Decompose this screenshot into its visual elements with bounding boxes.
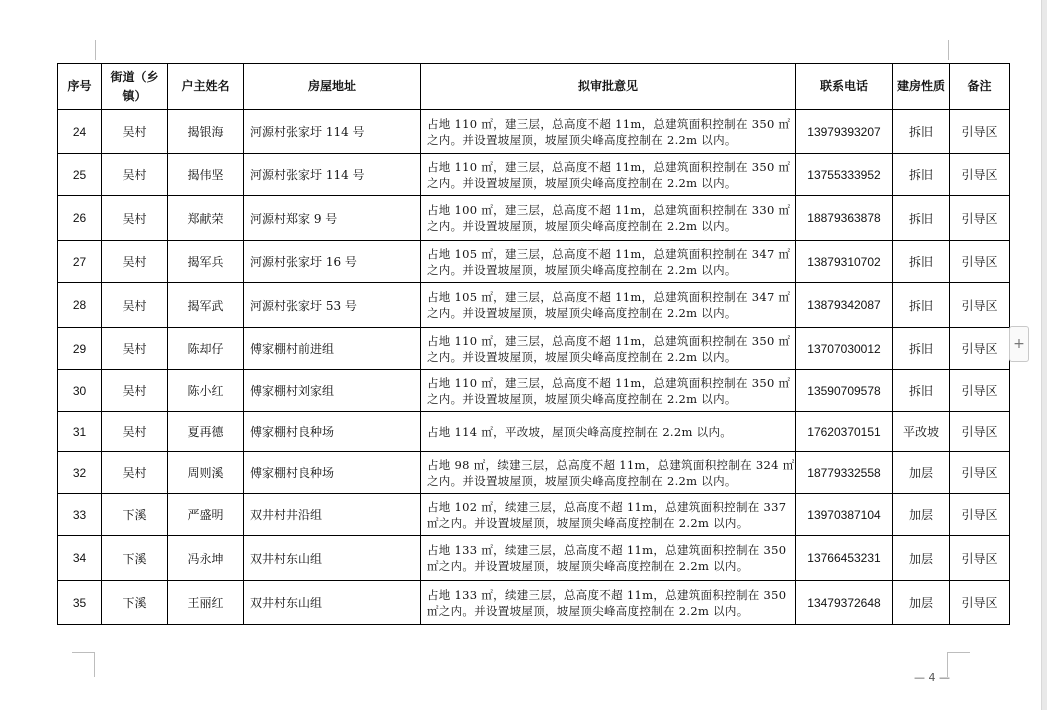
cell-phone: 13755333952 <box>796 154 893 196</box>
cell-street: 吴村 <box>102 370 168 412</box>
cell-type: 加层 <box>893 536 950 581</box>
table-row <box>58 110 1010 154</box>
table-row <box>58 283 1010 328</box>
cell-phone: 18779332558 <box>796 452 893 494</box>
cell-note: 引导区 <box>950 536 1010 581</box>
cell-note: 引导区 <box>950 412 1010 452</box>
cell-owner: 郑献荣 <box>168 196 244 241</box>
cell-opinion: 占地 102 ㎡，续建三层，总高度不超 11m，总建筑面积控制在 337 ㎡之内。并设置坡屋顶，坡屋顶尖峰高度控制在 2.2m 以内。 <box>421 494 796 536</box>
cell-no: 28 <box>58 283 102 328</box>
table-row <box>58 412 1010 452</box>
cell-type: 拆旧 <box>893 110 950 154</box>
cell-note: 引导区 <box>950 452 1010 494</box>
cell-type: 加层 <box>893 581 950 625</box>
table-row <box>58 196 1010 241</box>
header-col-opinion: 拟审批意见 <box>421 64 796 110</box>
cell-owner: 陈却仔 <box>168 328 244 370</box>
cell-address: 河源村郑家 9 号 <box>244 196 421 241</box>
cell-note: 引导区 <box>950 241 1010 283</box>
cell-no: 34 <box>58 536 102 581</box>
cell-phone: 17620370151 <box>796 412 893 452</box>
cell-opinion: 占地 110 ㎡，建三层，总高度不超 11m，总建筑面积控制在 350 ㎡之内。并设置坡屋顶，坡屋顶尖峰高度控制在 2.2m 以内。 <box>421 328 796 370</box>
cell-address: 河源村张家圩 114 号 <box>244 154 421 196</box>
cell-street: 吴村 <box>102 110 168 154</box>
cell-street: 吴村 <box>102 328 168 370</box>
cell-note: 引导区 <box>950 581 1010 625</box>
margin-corner-top-left <box>95 40 96 60</box>
cell-type: 拆旧 <box>893 328 950 370</box>
cell-no: 31 <box>58 412 102 452</box>
approval-table <box>57 63 1010 625</box>
cell-note: 引导区 <box>950 154 1010 196</box>
cell-address: 双井村东山组 <box>244 581 421 625</box>
cell-owner: 陈小红 <box>168 370 244 412</box>
cell-street: 下溪 <box>102 536 168 581</box>
table-row <box>58 581 1010 625</box>
cell-street: 下溪 <box>102 581 168 625</box>
cell-owner: 冯永坤 <box>168 536 244 581</box>
cell-phone: 18879363878 <box>796 196 893 241</box>
cell-type: 平改坡 <box>893 412 950 452</box>
cell-type: 拆旧 <box>893 370 950 412</box>
cell-owner: 揭伟坚 <box>168 154 244 196</box>
cell-note: 引导区 <box>950 110 1010 154</box>
cell-opinion: 占地 133 ㎡，续建三层，总高度不超 11m，总建筑面积控制在 350 ㎡之内。并设置坡屋顶，坡屋顶尖峰高度控制在 2.2m 以内。 <box>421 581 796 625</box>
cell-address: 河源村张家圩 53 号 <box>244 283 421 328</box>
cell-opinion: 占地 100 ㎡，建三层，总高度不超 11m，总建筑面积控制在 330 ㎡之内。并设置坡屋顶，坡屋顶尖峰高度控制在 2.2m 以内。 <box>421 196 796 241</box>
cell-street: 吴村 <box>102 412 168 452</box>
header-col-type: 建房性质 <box>893 64 950 110</box>
cell-opinion: 占地 110 ㎡，建三层，总高度不超 11m，总建筑面积控制在 350 ㎡之内。并设置坡屋顶，坡屋顶尖峰高度控制在 2.2m 以内。 <box>421 370 796 412</box>
cell-owner: 揭军武 <box>168 283 244 328</box>
cell-phone: 13879310702 <box>796 241 893 283</box>
cell-opinion: 占地 105 ㎡，建三层，总高度不超 11m，总建筑面积控制在 347 ㎡之内。并设置坡屋顶，坡屋顶尖峰高度控制在 2.2m 以内。 <box>421 241 796 283</box>
cell-no: 27 <box>58 241 102 283</box>
header-col-note: 备注 <box>950 64 1010 110</box>
header-col-street: 街道（乡镇） <box>102 64 168 110</box>
cell-phone: 13766453231 <box>796 536 893 581</box>
table-header-row <box>58 64 1010 110</box>
header-col-no: 序号 <box>58 64 102 110</box>
expand-button[interactable]: + <box>1009 326 1029 362</box>
cell-type: 拆旧 <box>893 196 950 241</box>
cell-type: 拆旧 <box>893 154 950 196</box>
scroll-edge <box>1041 0 1047 710</box>
header-col-address: 房屋地址 <box>244 64 421 110</box>
cell-street: 吴村 <box>102 196 168 241</box>
cell-opinion: 占地 133 ㎡，续建三层，总高度不超 11m，总建筑面积控制在 350 ㎡之内。并设置坡屋顶，坡屋顶尖峰高度控制在 2.2m 以内。 <box>421 536 796 581</box>
page-number: — 4 — <box>914 671 950 684</box>
table-row <box>58 328 1010 370</box>
cell-address: 双井村井沿组 <box>244 494 421 536</box>
cell-owner: 王丽红 <box>168 581 244 625</box>
cell-address: 傅家棚村前进组 <box>244 328 421 370</box>
cell-address: 河源村张家圩 16 号 <box>244 241 421 283</box>
cell-street: 吴村 <box>102 452 168 494</box>
cell-no: 26 <box>58 196 102 241</box>
cell-street: 吴村 <box>102 283 168 328</box>
cell-note: 引导区 <box>950 328 1010 370</box>
cell-opinion: 占地 110 ㎡，建三层，总高度不超 11m，总建筑面积控制在 350 ㎡之内。并设置坡屋顶，坡屋顶尖峰高度控制在 2.2m 以内。 <box>421 154 796 196</box>
cell-type: 拆旧 <box>893 241 950 283</box>
cell-street: 吴村 <box>102 154 168 196</box>
cell-type: 加层 <box>893 494 950 536</box>
cell-phone: 13707030012 <box>796 328 893 370</box>
cell-address: 傅家棚村刘家组 <box>244 370 421 412</box>
cell-address: 双井村东山组 <box>244 536 421 581</box>
header-col-owner: 户主姓名 <box>168 64 244 110</box>
cell-phone: 13970387104 <box>796 494 893 536</box>
cell-opinion: 占地 110 ㎡，建三层，总高度不超 11m，总建筑面积控制在 350 ㎡之内。并设置坡屋顶，坡屋顶尖峰高度控制在 2.2m 以内。 <box>421 110 796 154</box>
table-row <box>58 536 1010 581</box>
cell-street: 吴村 <box>102 241 168 283</box>
table-row <box>58 370 1010 412</box>
cell-owner: 严盛明 <box>168 494 244 536</box>
cell-no: 32 <box>58 452 102 494</box>
margin-corner-top-right <box>948 40 949 60</box>
cell-phone: 13479372648 <box>796 581 893 625</box>
table-row <box>58 241 1010 283</box>
cell-phone: 13979393207 <box>796 110 893 154</box>
cell-note: 引导区 <box>950 283 1010 328</box>
cell-no: 25 <box>58 154 102 196</box>
margin-corner-bottom-left <box>72 652 95 677</box>
cell-opinion: 占地 105 ㎡，建三层，总高度不超 11m，总建筑面积控制在 347 ㎡之内。并设置坡屋顶，坡屋顶尖峰高度控制在 2.2m 以内。 <box>421 283 796 328</box>
cell-no: 35 <box>58 581 102 625</box>
cell-owner: 揭军兵 <box>168 241 244 283</box>
cell-note: 引导区 <box>950 196 1010 241</box>
cell-note: 引导区 <box>950 494 1010 536</box>
cell-no: 29 <box>58 328 102 370</box>
cell-street: 下溪 <box>102 494 168 536</box>
cell-address: 傅家棚村良种场 <box>244 412 421 452</box>
cell-no: 33 <box>58 494 102 536</box>
table-row <box>58 494 1010 536</box>
cell-note: 引导区 <box>950 370 1010 412</box>
cell-opinion: 占地 114 ㎡，平改坡，屋顶尖峰高度控制在 2.2m 以内。 <box>421 412 796 452</box>
cell-no: 30 <box>58 370 102 412</box>
header-col-phone: 联系电话 <box>796 64 893 110</box>
cell-owner: 周则溪 <box>168 452 244 494</box>
cell-phone: 13590709578 <box>796 370 893 412</box>
cell-no: 24 <box>58 110 102 154</box>
cell-owner: 揭银海 <box>168 110 244 154</box>
cell-address: 傅家棚村良种场 <box>244 452 421 494</box>
cell-type: 拆旧 <box>893 283 950 328</box>
table-row <box>58 154 1010 196</box>
cell-type: 加层 <box>893 452 950 494</box>
cell-address: 河源村张家圩 114 号 <box>244 110 421 154</box>
cell-opinion: 占地 98 ㎡，续建三层，总高度不超 11m，总建筑面积控制在 324 ㎡之内。并设置坡屋顶，坡屋顶尖峰高度控制在 2.2m 以内。 <box>421 452 796 494</box>
cell-phone: 13879342087 <box>796 283 893 328</box>
table-row <box>58 452 1010 494</box>
cell-owner: 夏再德 <box>168 412 244 452</box>
